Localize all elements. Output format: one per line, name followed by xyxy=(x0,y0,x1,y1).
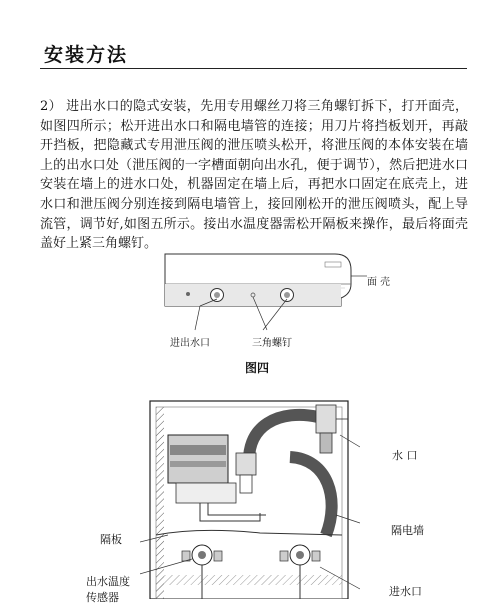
instruction-paragraph xyxy=(40,97,468,254)
figure-5-interior-illustration xyxy=(140,395,360,599)
title-divider xyxy=(40,68,467,69)
label-shell: 面 壳 xyxy=(367,277,391,288)
page-title: 安装方法 xyxy=(44,44,129,66)
label-outlet-temp-sensor xyxy=(86,574,130,606)
label-outlet-temp-sensor-line1: 出水温度 xyxy=(86,575,130,588)
step-number: 2） xyxy=(40,99,63,114)
label-inlet: 进水口 xyxy=(389,585,422,598)
label-inlet-outlet: 进出水口 xyxy=(170,338,210,349)
figure-4-caption: 图四 xyxy=(244,361,269,375)
label-outlet-temp-sensor-line2: 传感器 xyxy=(86,591,119,604)
paragraph-text: 进出水口的隐式安装，先用专用螺丝刀将三角螺钉拆下，打开面壳，如图四所示；松开进出水口和隔电墙管的连接；用刀片将挡板划开，再敲开挡板，把隐藏式专用泄压阀的泄压喷头松开，将泄压阀的本体安装在墙上的出水口处（泄压阀的一字槽面朝向出水孔，便于调节），然后把进水口安装在墙上的进水口处，机器固定在墙上后，再把水口固定在底壳上，进水口和泄压阀分别连接到隔电墙管上，接回刚松开的泄压阀喷头，配上导流管，调节好,如图五所示。接出水温度器需松开隔板来操作，最后将面壳盖好上紧三角螺钉。 xyxy=(40,99,468,252)
label-insulation-wall: 隔电墙 xyxy=(391,524,424,537)
label-water-port: 水 口 xyxy=(392,449,418,462)
label-triangle-screw: 三角螺钉 xyxy=(252,338,292,349)
label-partition: 隔板 xyxy=(100,533,122,546)
